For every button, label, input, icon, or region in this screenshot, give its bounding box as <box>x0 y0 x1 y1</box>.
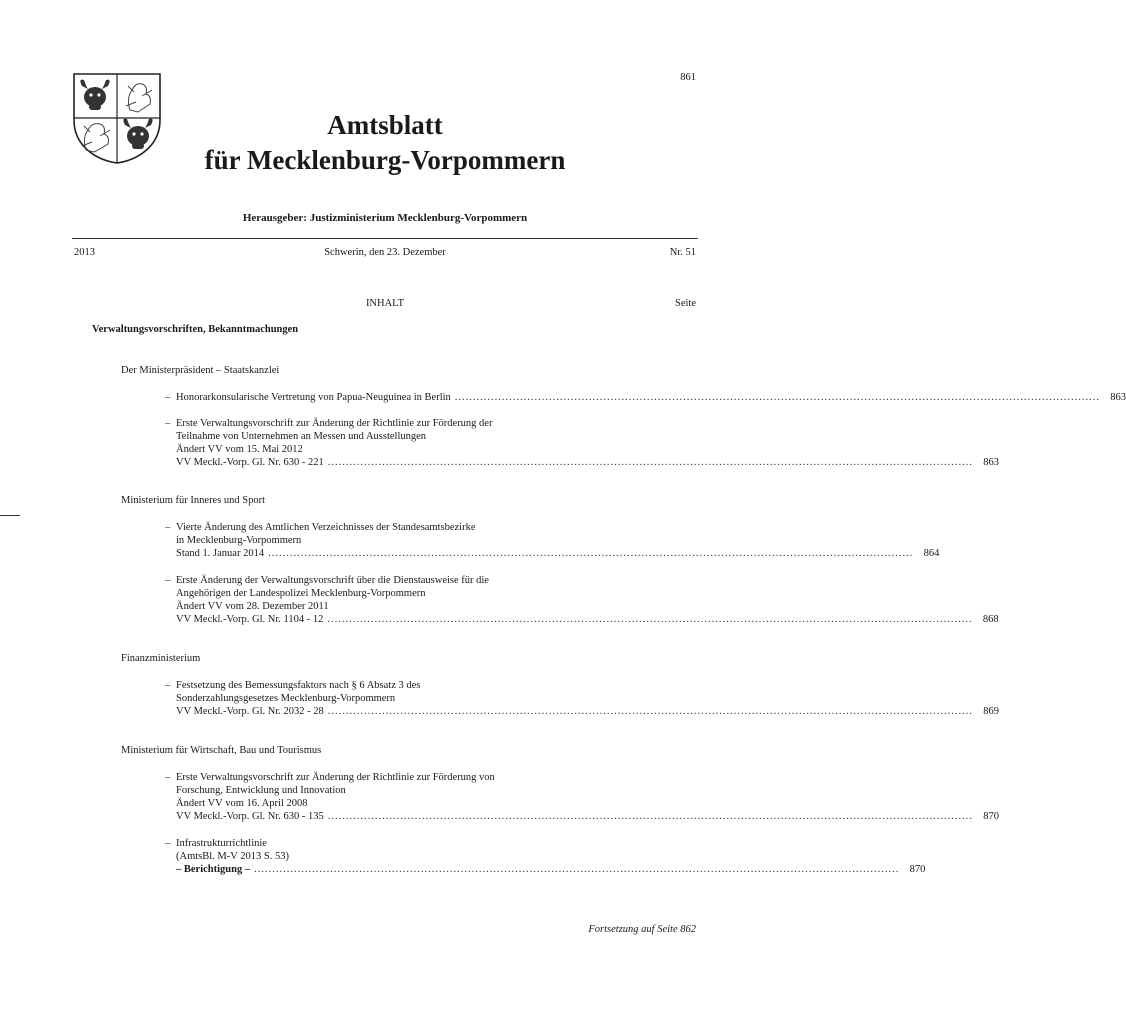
issue-number: Nr. 51 <box>669 247 696 258</box>
toc-entry-title: Honorarkonsularische Vertretung von Papua-Neuguinea in Berlin <box>176 392 451 403</box>
toc-ministry-heading: Ministerium für Inneres und Sport <box>121 495 266 506</box>
dot-leader: .................................................................................................................................................................................. <box>268 548 914 559</box>
toc-entry-page: 870 <box>983 811 1000 822</box>
issue-year: 2013 <box>74 247 95 258</box>
dot-leader: .................................................................................................................................................................................. <box>327 811 974 822</box>
dot-leader: .................................................................................................................................................................................. <box>454 392 1101 403</box>
toc-section-heading: Verwaltungsvorschriften, Bekanntmachungen <box>92 324 299 335</box>
publisher-line: Herausgeber: Justizministerium Mecklenburg-Vorpommern <box>242 212 528 224</box>
toc-entry-page: 863 <box>983 457 1000 468</box>
toc-entry-page: 864 <box>923 548 940 559</box>
toc-entry-reference: Stand 1. Januar 2014 <box>176 548 265 559</box>
toc-entry-page: 868 <box>982 614 999 625</box>
page-title-subline: für Mecklenburg-Vorpommern <box>204 145 566 175</box>
toc-entry-reference: VV Meckl.-Vorp. Gl. Nr. 630 - 135 <box>176 811 324 822</box>
toc-entry[interactable]: – Erste Änderung der Verwaltungsvorschrift über die Dienstausweise für die Angehörigen der Landespolizei Mecklenburg-Vorpommern Ändert VV vom 28. Dezember 2011 VV Meckl.-Vorp. Gl. Nr. 1104 - 12 .................................................................................................................................................................................. 868 <box>165 575 999 625</box>
toc-entry[interactable]: – Erste Verwaltungsvorschrift zur Änderung der Richtlinie zur Förderung von Forschung, Entwicklung und Innovation Ändert VV vom 16. April 2008 VV Meckl.-Vorp. Gl. Nr. 630 - 135 .................................................................................................................................................................................. 870 <box>165 772 1000 822</box>
toc-entry-text: Ändert VV vom 16. April 2008 <box>176 798 308 809</box>
toc-entry-text: Erste Verwaltungsvorschrift zur Änderung der Richtlinie zur Förderung von <box>176 772 495 783</box>
toc-entry-page: 869 <box>983 706 1000 717</box>
toc-entry-text: Ändert VV vom 15. Mai 2012 <box>176 444 303 455</box>
toc-entry-text: Infrastrukturrichtlinie <box>176 838 267 849</box>
toc-entry[interactable]: – Vierte Änderung des Amtlichen Verzeichnisses der Standesamtsbezirke in Mecklenburg-Vorpommern Stand 1. Januar 2014 .................................................................................................................................................................................. 864 <box>165 522 940 559</box>
dot-leader: .................................................................................................................................................................................. <box>327 457 974 468</box>
toc-entry[interactable]: – Infrastrukturrichtlinie (AmtsBl. M-V 2013 S. 53) – Berichtigung – .................................................................................................................................................................................. 870 <box>165 838 926 875</box>
toc-ministry-heading: Finanzministerium <box>121 653 201 664</box>
toc-entry[interactable]: – Festsetzung des Bemessungsfaktors nach § 6 Absatz 3 des Sonderzahlungsgesetzes Mecklenburg-Vorpommern VV Meckl.-Vorp. Gl. Nr. 2032 - 28 .................................................................................................................................................................................. 869 <box>165 680 1000 717</box>
toc-page-column-heading: Seite <box>675 298 696 309</box>
dot-leader: .................................................................................................................................................................................. <box>327 614 973 625</box>
margin-mark <box>0 515 20 516</box>
toc-entry-text: Sonderzahlungsgesetzes Mecklenburg-Vorpommern <box>176 693 396 704</box>
toc-entry-text: (AmtsBl. M-V 2013 S. 53) <box>176 851 289 862</box>
toc-entry-reference: VV Meckl.-Vorp. Gl. Nr. 2032 - 28 <box>176 706 324 717</box>
continuation-note: Fortsetzung auf Seite 862 <box>588 924 696 935</box>
toc-entry-text: Angehörigen der Landespolizei Mecklenburg-Vorpommern <box>176 588 426 599</box>
toc-entry-reference: VV Meckl.-Vorp. Gl. Nr. 1104 - 12 <box>176 614 324 625</box>
toc-ministry-heading: Der Ministerpräsident – Staatskanzlei <box>121 365 280 376</box>
toc-entry-text: Ändert VV vom 28. Dezember 2011 <box>176 601 329 612</box>
toc-entry-text: Festsetzung des Bemessungsfaktors nach § 6 Absatz 3 des <box>176 680 421 691</box>
toc-entry-text: Erste Änderung der Verwaltungsvorschrift über die Dienstausweise für die <box>176 575 489 586</box>
toc-entry-text: Vierte Änderung des Amtlichen Verzeichnisses der Standesamtsbezirke <box>176 522 476 533</box>
issue-place-date: Schwerin, den 23. Dezember <box>324 247 446 258</box>
toc-entry[interactable]: – Erste Verwaltungsvorschrift zur Änderung der Richtlinie zur Förderung der Teilnahme von Unternehmen an Messen und Ausstellungen Ändert VV vom 15. Mai 2012 VV Meckl.-Vorp. Gl. Nr. 630 - 221 .................................................................................................................................................................................. 863 <box>165 418 1000 468</box>
toc-entry-page: 870 <box>909 864 926 875</box>
page-title: Amtsblatt <box>327 110 443 140</box>
toc-entry-text: in Mecklenburg-Vorpommern <box>176 535 302 546</box>
toc-ministry-heading: Ministerium für Wirtschaft, Bau und Tourismus <box>121 745 322 756</box>
toc-entry-text: Forschung, Entwicklung und Innovation <box>176 785 346 796</box>
toc-entry-reference: VV Meckl.-Vorp. Gl. Nr. 630 - 221 <box>176 457 324 468</box>
toc-entry-page: 863 <box>1110 392 1126 403</box>
toc-entry-reference: – Berichtigung – <box>176 864 251 875</box>
page-number: 861 <box>680 72 696 83</box>
toc-entry-text: Erste Verwaltungsvorschrift zur Änderung der Richtlinie zur Förderung der <box>176 418 493 429</box>
header-divider <box>72 238 698 239</box>
toc-heading: INHALT <box>365 298 405 309</box>
toc-entry-text: Teilnahme von Unternehmen an Messen und Ausstellungen <box>176 431 427 442</box>
toc-entry[interactable]: – Honorarkonsularische Vertretung von Papua-Neuguinea in Berlin .................................................................................................................................................................................. 863 <box>165 392 1126 403</box>
dot-leader: .................................................................................................................................................................................. <box>254 864 900 875</box>
dot-leader: .................................................................................................................................................................................. <box>327 706 974 717</box>
